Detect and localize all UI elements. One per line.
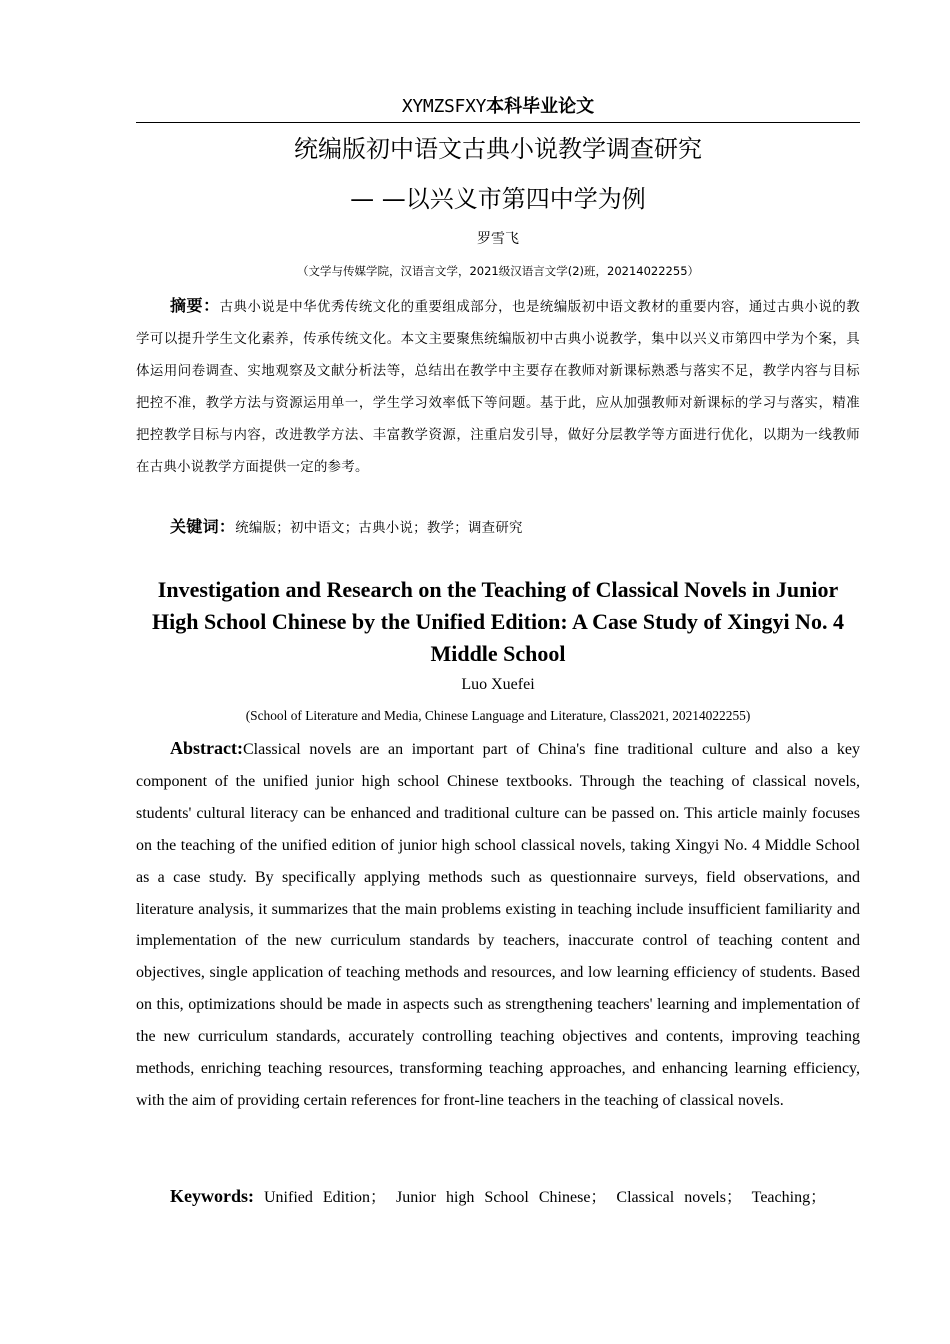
abstract-english bbox=[136, 733, 860, 1117]
author-english: Luo Xuefei bbox=[461, 676, 535, 693]
keywords-english-text: Unified Edition； Junior high School Chinese； Classical novels； Teaching； bbox=[264, 1189, 827, 1206]
keywords-chinese bbox=[136, 513, 860, 543]
author-chinese: 罗雪飞 bbox=[477, 231, 519, 247]
affiliation-english: (School of Literature and Media, Chinese Language and Literature, Class2021, 20214022255) bbox=[245, 708, 751, 723]
keywords-english bbox=[136, 1180, 860, 1214]
chinese-subtitle: — —以兴义市第四中学为例 bbox=[350, 185, 646, 213]
running-header bbox=[136, 94, 860, 123]
affiliation-chinese: （文学与传媒学院，汉语言文学，2021级汉语言文学(2)班，20214022255） bbox=[296, 264, 700, 278]
chinese-title: 统编版初中语文古典小说教学调查研究 bbox=[294, 135, 702, 163]
keywords-english-label: Keywords: bbox=[170, 1186, 254, 1206]
abstract-english-label: Abstract: bbox=[170, 738, 243, 758]
abstract-english-text: Classical novels are an important part of China's fine traditional culture and also a key component of the unified junior high school Chinese textbooks. Through the teaching of classical novels, students' cultural literacy can be enhanced and traditional culture can be passed on. This article mainly focuses on the teaching of the unified edition of junior high school classical novels, taking Xingyi No. 4 Middle School as a case study. By specifically applying methods such as questionnaire surveys, field observations, and literature analysis, it summarizes that the main problems existing in teaching include insufficient familiarity and implementation of the new curriculum standards by teachers, inaccurate control of teaching content and objectives, single application of teaching methods and resources, and low learning efficiency of students. Based on this, optimizations should be made in aspects such as strengthening teachers' learning and implementation of the new curriculum standards, accurately controlling teaching objectives and contents, improving teaching methods, enriching teaching resources, transforming teaching approaches, and enhancing learning efficiency, with the aim of providing certain references for front-line teachers in the teaching of classical novels. bbox=[136, 741, 860, 1109]
abstract-chinese-text: 古典小说是中华优秀传统文化的重要组成部分，也是统编版初中语文教材的重要内容，通过古典小说的教学可以提升学生文化素养，传承传统文化。本文主要聚焦统编版初中古典小说教学，集中以兴义市第四中学为个案，具体运用问卷调查、实地观察及文献分析法等，总结出在教学中主要存在教师对新课标熟悉与落实不足，教学内容与目标把控不准，教学方法与资源运用单一，学生学习效率低下等问题。基于此，应从加强教师对新课标的学习与落实，精准把控教学目标与内容，改进教学方法、丰富教学资源，注重启发引导，做好分层教学等方面进行优化，以期为一线教师在古典小说教学方面提供一定的参考。 bbox=[136, 300, 860, 475]
abstract-chinese-label: 摘要： bbox=[170, 296, 220, 315]
header-code: XYMZSFXY bbox=[401, 96, 487, 117]
english-title: Investigation and Research on the Teaching of Classical Novels in Junior High School Chinese by the Unified Edition: A Case Study of Xingyi No. 4 Middle School bbox=[152, 577, 844, 666]
abstract-chinese bbox=[136, 290, 860, 484]
header-label: 本科毕业论文 bbox=[486, 96, 595, 117]
keywords-chinese-text: 统编版；初中语文；古典小说；教学；调查研究 bbox=[235, 521, 523, 536]
keywords-chinese-label: 关键词： bbox=[170, 517, 236, 536]
